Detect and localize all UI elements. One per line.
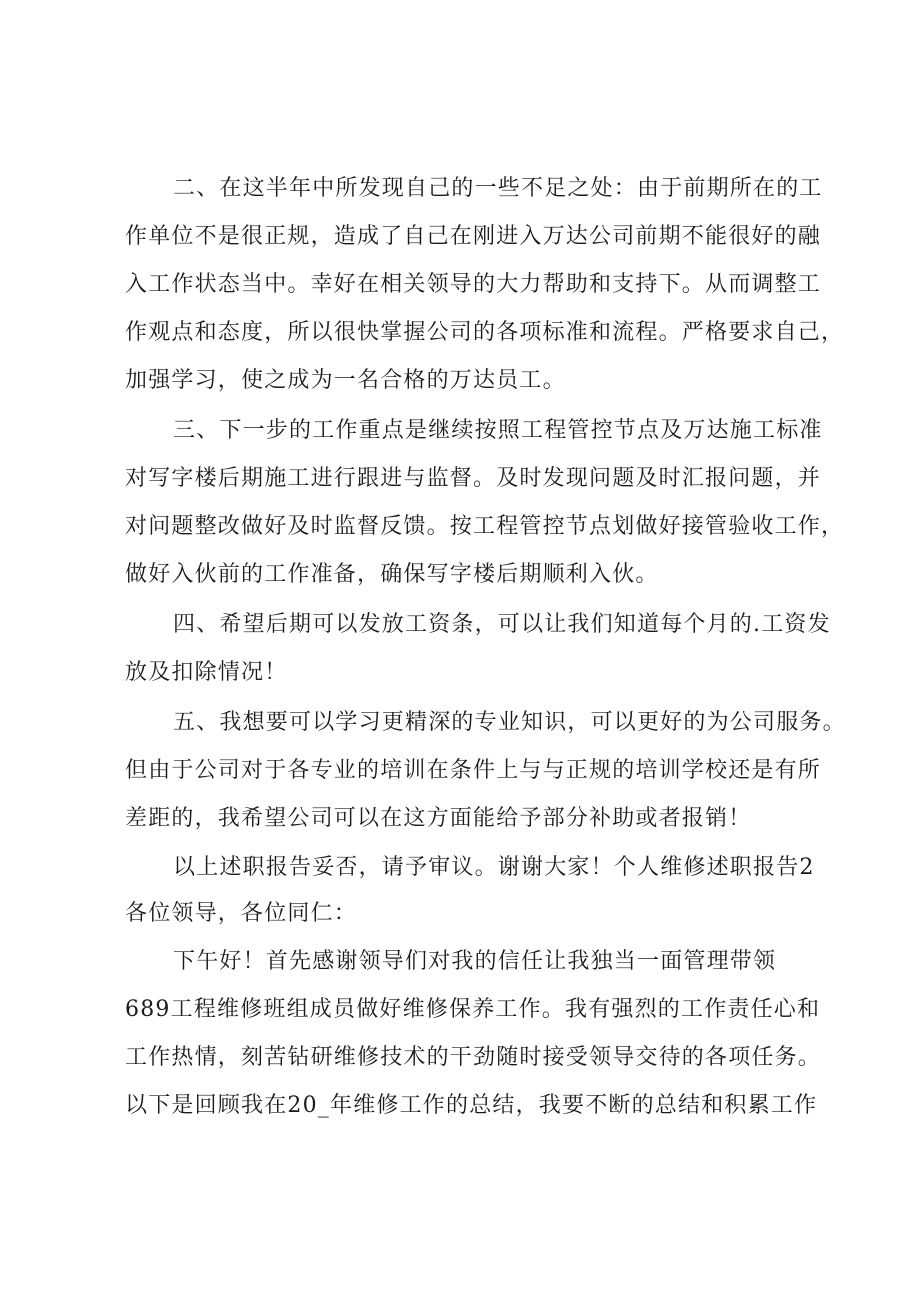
greeting-paragraph-line-4: 以下是回顾我在20_年维修工作的总结，我要不断的总结和积累工作 [125,1093,818,1118]
salutation-line: 各位领导，各位同仁： [125,901,358,926]
paragraph-2-line-2: 作单位不是很正规，造成了自己在刚进入万达公司前期不能很好的融 [125,224,822,249]
paragraph-3-line-2: 对写字楼后期施工进行跟进与监督。及时发现问题及时汇报问题，并 [125,466,822,491]
closing-line: 以上述职报告妥否，请予审议。谢谢大家！个人维修述职报告2 [173,855,815,880]
paragraph-2-line-1: 二、在这半年中所发现自己的一些不足之处：由于前期所在的工 [173,176,823,201]
paragraph-3-line-4: 做好入伙前的工作准备，确保写字楼后期顺利入伙。 [125,562,659,587]
greeting-paragraph-line-2: 689工程维修班组成员做好维修保养工作。我有强烈的工作责任心和 [125,997,821,1022]
greeting-paragraph-line-3: 工作热情，刻苦钻研维修技术的干劲随时接受领导交待的各项任务。 [125,1045,822,1070]
paragraph-4-line-2: 放及扣除情况！ [125,660,288,685]
paragraph-2-line-4: 作观点和态度，所以很快掌握公司的各项标准和流程。严格要求自己， [125,320,845,345]
paragraph-3-line-1: 三、下一步的工作重点是继续按照工程管控节点及万达施工标准 [173,418,823,443]
paragraph-2-line-3: 入工作状态当中。幸好在相关领导的大力帮助和支持下。从而调整工 [125,272,822,297]
greeting-paragraph-line-1: 下午好！首先感谢领导们对我的信任让我独当一面管理带领 [173,949,777,974]
paragraph-2-line-5: 加强学习，使之成为一名合格的万达员工。 [125,368,566,393]
paragraph-5-line-3: 差距的，我希望公司可以在这方面能给予部分补助或者报销！ [125,806,752,831]
paragraph-5-line-2: 但由于公司对于各专业的培训在条件上与与正规的培训学校还是有所 [125,758,822,783]
paragraph-3-line-3: 对问题整改做好及时监督反馈。按工程管控节点划做好接管验收工作， [125,514,845,539]
paragraph-5-line-1: 五、我想要可以学习更精深的专业知识，可以更好的为公司服务。 [173,710,846,735]
paragraph-4-line-1: 四、希望后期可以发放工资条，可以让我们知道每个月的.工资发 [173,612,831,637]
